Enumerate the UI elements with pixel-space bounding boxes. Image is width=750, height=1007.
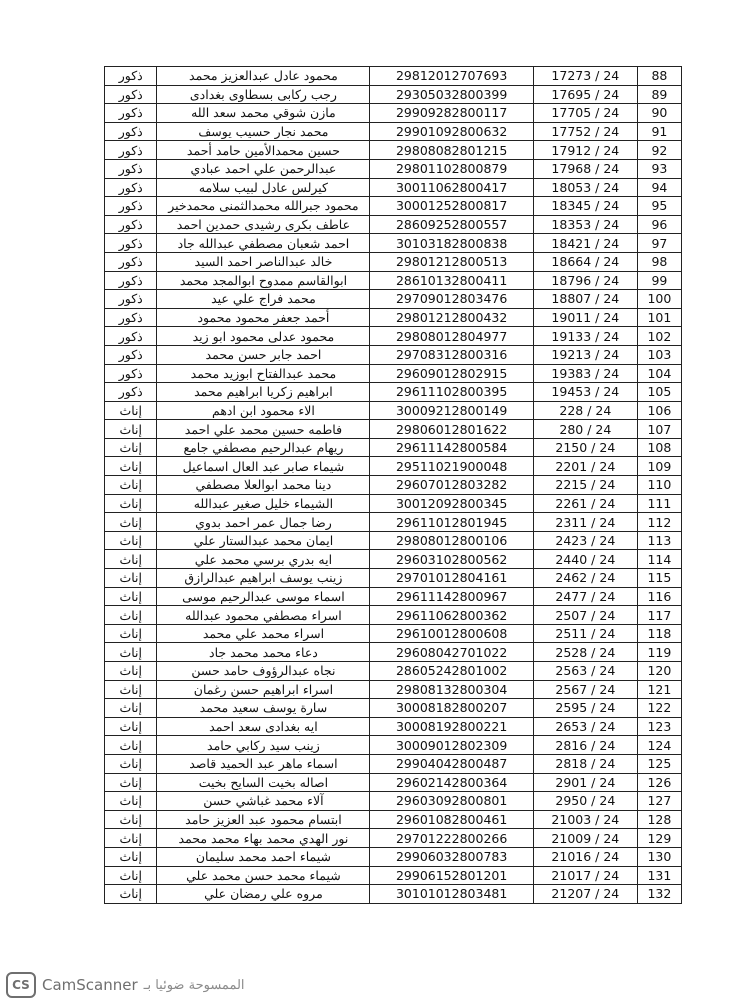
table-row	[105, 438, 682, 457]
national-id-cell: 29603102800562	[370, 550, 534, 569]
registration-cell: 24 / 19383	[533, 364, 637, 383]
national-id-cell: 29906032800783	[370, 847, 534, 866]
gender-cell: إناث	[105, 494, 157, 513]
row-number-cell: 90	[637, 104, 681, 123]
gender-cell: ذكور	[105, 122, 157, 141]
registration-cell: 24 / 2653	[533, 717, 637, 736]
gender-cell: إناث	[105, 624, 157, 643]
gender-cell: إناث	[105, 569, 157, 588]
gender-cell: إناث	[105, 792, 157, 811]
national-id-cell: 30012092800345	[370, 494, 534, 513]
gender-cell: إناث	[105, 476, 157, 495]
national-id-cell: 30001252800817	[370, 197, 534, 216]
gender-cell: إناث	[105, 810, 157, 829]
table-row	[105, 141, 682, 160]
gender-cell: إناث	[105, 885, 157, 904]
table-row	[105, 624, 682, 643]
table-row	[105, 178, 682, 197]
table-row	[105, 662, 682, 681]
registration-cell: 24 / 2816	[533, 736, 637, 755]
registration-cell: 24 / 228	[533, 401, 637, 420]
row-number-cell: 131	[637, 866, 681, 885]
student-name-cell: شيماء احمد محمد سليمان	[157, 847, 370, 866]
registration-cell: 24 / 2511	[533, 624, 637, 643]
row-number-cell: 132	[637, 885, 681, 904]
gender-cell: إناث	[105, 662, 157, 681]
national-id-cell: 29602142800364	[370, 773, 534, 792]
gender-cell: إناث	[105, 680, 157, 699]
student-name-cell: مروه علي رمضان علي	[157, 885, 370, 904]
row-number-cell: 118	[637, 624, 681, 643]
gender-cell: إناث	[105, 773, 157, 792]
gender-cell: ذكور	[105, 271, 157, 290]
registration-cell: 24 / 19453	[533, 383, 637, 402]
student-name-cell: شيماء صابر عبد العال اسماعيل	[157, 457, 370, 476]
gender-cell: ذكور	[105, 364, 157, 383]
student-name-cell: زينب سيد ركابي حامد	[157, 736, 370, 755]
national-id-cell: 29801212800513	[370, 252, 534, 271]
row-number-cell: 94	[637, 178, 681, 197]
student-name-cell: زينب يوسف ابراهيم عبدالرازق	[157, 569, 370, 588]
gender-cell: إناث	[105, 457, 157, 476]
student-name-cell: احمد شعبان مصطفي عبدالله جاد	[157, 234, 370, 253]
student-name-cell: أحمد جعفر محمود محمود	[157, 308, 370, 327]
registration-cell: 24 / 2215	[533, 476, 637, 495]
national-id-cell: 29511021900048	[370, 457, 534, 476]
student-name-cell: محمود جبرالله محمدالثمنى محمدخير	[157, 197, 370, 216]
student-name-cell: عاطف بكرى رشيدى حمدين احمد	[157, 215, 370, 234]
row-number-cell: 93	[637, 159, 681, 178]
table-row	[105, 494, 682, 513]
registration-cell: 24 / 18421	[533, 234, 637, 253]
row-number-cell: 110	[637, 476, 681, 495]
table-row	[105, 420, 682, 439]
registration-cell: 24 / 2567	[533, 680, 637, 699]
watermark-arabic-text: الممسوحة ضوئيا بـ	[143, 977, 245, 993]
national-id-cell: 30101012803481	[370, 885, 534, 904]
registration-cell: 24 / 19011	[533, 308, 637, 327]
row-number-cell: 127	[637, 792, 681, 811]
gender-cell: ذكور	[105, 345, 157, 364]
registration-cell: 24 / 21003	[533, 810, 637, 829]
student-name-cell: ريهام عبدالرحيم مصطفي جامع	[157, 438, 370, 457]
row-number-cell: 100	[637, 290, 681, 309]
gender-cell: إناث	[105, 643, 157, 662]
student-name-cell: دعاء محمد محمد جاد	[157, 643, 370, 662]
registration-cell: 24 / 2950	[533, 792, 637, 811]
registration-cell: 24 / 2477	[533, 587, 637, 606]
registration-cell: 24 / 18796	[533, 271, 637, 290]
records-table	[104, 66, 682, 904]
gender-cell: ذكور	[105, 178, 157, 197]
registration-cell: 24 / 2818	[533, 754, 637, 773]
gender-cell: ذكور	[105, 197, 157, 216]
table-row	[105, 847, 682, 866]
national-id-cell: 30009212800149	[370, 401, 534, 420]
table-row	[105, 754, 682, 773]
national-id-cell: 30009012802309	[370, 736, 534, 755]
national-id-cell: 29603092800801	[370, 792, 534, 811]
registration-cell: 24 / 21009	[533, 829, 637, 848]
registration-cell: 24 / 17695	[533, 85, 637, 104]
camscanner-watermark	[0, 972, 300, 998]
gender-cell: إناث	[105, 699, 157, 718]
student-name-cell: دينا محمد ابوالعلا مصطفي	[157, 476, 370, 495]
registration-cell: 24 / 21017	[533, 866, 637, 885]
table-row	[105, 122, 682, 141]
table-row	[105, 866, 682, 885]
gender-cell: إناث	[105, 866, 157, 885]
national-id-cell: 30011062800417	[370, 178, 534, 197]
gender-cell: ذكور	[105, 104, 157, 123]
national-id-cell: 29611062800362	[370, 606, 534, 625]
national-id-cell: 29808012804977	[370, 327, 534, 346]
row-number-cell: 108	[637, 438, 681, 457]
registration-cell: 24 / 2201	[533, 457, 637, 476]
student-name-cell: اسراء مصطفي محمود عبدالله	[157, 606, 370, 625]
national-id-cell: 29611012801945	[370, 513, 534, 532]
table-row	[105, 773, 682, 792]
student-name-cell: رجب ركابى بسطاوى بغدادى	[157, 85, 370, 104]
gender-cell: ذكور	[105, 252, 157, 271]
registration-cell: 24 / 2261	[533, 494, 637, 513]
registration-cell: 24 / 2528	[533, 643, 637, 662]
row-number-cell: 99	[637, 271, 681, 290]
student-name-cell: ايمان محمد عبدالستار علي	[157, 531, 370, 550]
row-number-cell: 95	[637, 197, 681, 216]
table-row	[105, 810, 682, 829]
registration-cell: 24 / 2563	[533, 662, 637, 681]
row-number-cell: 92	[637, 141, 681, 160]
watermark-brand: CamScanner	[42, 976, 138, 994]
registration-cell: 24 / 2150	[533, 438, 637, 457]
registration-cell: 24 / 18345	[533, 197, 637, 216]
national-id-cell: 29701012804161	[370, 569, 534, 588]
student-name-cell: حسين محمدالأمين حامد أحمد	[157, 141, 370, 160]
row-number-cell: 97	[637, 234, 681, 253]
national-id-cell: 29808132800304	[370, 680, 534, 699]
row-number-cell: 129	[637, 829, 681, 848]
table-row	[105, 829, 682, 848]
table-row	[105, 215, 682, 234]
student-name-cell: عبدالرحمن علي احمد عبادي	[157, 159, 370, 178]
national-id-cell: 29901092800632	[370, 122, 534, 141]
student-name-cell: محمد عبدالفتاح ابوزيد محمد	[157, 364, 370, 383]
student-name-cell: آلاء محمد غباشي حسن	[157, 792, 370, 811]
row-number-cell: 121	[637, 680, 681, 699]
gender-cell: إناث	[105, 420, 157, 439]
table-row	[105, 587, 682, 606]
student-name-cell: ايه بدري برسي محمد علي	[157, 550, 370, 569]
row-number-cell: 104	[637, 364, 681, 383]
student-name-cell: اسراء ابراهيم حسن رغمان	[157, 680, 370, 699]
gender-cell: إناث	[105, 513, 157, 532]
gender-cell: إناث	[105, 717, 157, 736]
national-id-cell: 29709012803476	[370, 290, 534, 309]
table-row	[105, 569, 682, 588]
student-name-cell: مازن شوقي محمد سعد الله	[157, 104, 370, 123]
registration-cell: 24 / 19213	[533, 345, 637, 364]
gender-cell: إناث	[105, 550, 157, 569]
row-number-cell: 125	[637, 754, 681, 773]
registration-cell: 24 / 2507	[533, 606, 637, 625]
national-id-cell: 28610132800411	[370, 271, 534, 290]
student-name-cell: كيرلس عادل لبيب سلامه	[157, 178, 370, 197]
national-id-cell: 29601082800461	[370, 810, 534, 829]
row-number-cell: 115	[637, 569, 681, 588]
row-number-cell: 120	[637, 662, 681, 681]
gender-cell: ذكور	[105, 327, 157, 346]
student-name-cell: ابتسام محمود عبد العزيز حامد	[157, 810, 370, 829]
gender-cell: إناث	[105, 736, 157, 755]
row-number-cell: 109	[637, 457, 681, 476]
national-id-cell: 29801102800879	[370, 159, 534, 178]
student-name-cell: رضا جمال عمر احمد بدوي	[157, 513, 370, 532]
row-number-cell: 112	[637, 513, 681, 532]
student-name-cell: ابراهيم زكريا ابراهيم محمد	[157, 383, 370, 402]
table-row	[105, 643, 682, 662]
student-name-cell: ابوالقاسم ممدوح ابوالمجد محمد	[157, 271, 370, 290]
national-id-cell: 29609012802915	[370, 364, 534, 383]
row-number-cell: 126	[637, 773, 681, 792]
registration-cell: 24 / 2311	[533, 513, 637, 532]
gender-cell: ذكور	[105, 215, 157, 234]
national-id-cell: 29708312800316	[370, 345, 534, 364]
student-name-cell: اسماء موسى عبدالرحيم موسى	[157, 587, 370, 606]
table-row	[105, 159, 682, 178]
gender-cell: إناث	[105, 531, 157, 550]
table-row	[105, 457, 682, 476]
student-name-cell: اسراء محمد علي محمد	[157, 624, 370, 643]
registration-cell: 24 / 18353	[533, 215, 637, 234]
registration-cell: 24 / 2423	[533, 531, 637, 550]
table-row	[105, 476, 682, 495]
student-name-cell: خالد عبدالناصر احمد السيد	[157, 252, 370, 271]
gender-cell: إناث	[105, 587, 157, 606]
student-name-cell: سارة يوسف سعيد محمد	[157, 699, 370, 718]
national-id-cell: 28605242801002	[370, 662, 534, 681]
national-id-cell: 29808012800106	[370, 531, 534, 550]
national-id-cell: 29806012801622	[370, 420, 534, 439]
national-id-cell: 29611142800967	[370, 587, 534, 606]
table-row	[105, 85, 682, 104]
gender-cell: إناث	[105, 606, 157, 625]
row-number-cell: 116	[637, 587, 681, 606]
national-id-cell: 29701222800266	[370, 829, 534, 848]
registration-cell: 24 / 280	[533, 420, 637, 439]
gender-cell: إناث	[105, 438, 157, 457]
records-table-body	[105, 67, 682, 904]
national-id-cell: 29904042800487	[370, 754, 534, 773]
table-row	[105, 383, 682, 402]
national-id-cell: 30008192800221	[370, 717, 534, 736]
student-name-cell: شيماء محمد حسن محمد علي	[157, 866, 370, 885]
student-name-cell: اصاله بخيت السايح بخيت	[157, 773, 370, 792]
registration-cell: 24 / 2462	[533, 569, 637, 588]
row-number-cell: 103	[637, 345, 681, 364]
gender-cell: إناث	[105, 754, 157, 773]
registration-cell: 24 / 2595	[533, 699, 637, 718]
national-id-cell: 29909282800117	[370, 104, 534, 123]
table-row	[105, 531, 682, 550]
national-id-cell: 29611102800395	[370, 383, 534, 402]
registration-cell: 24 / 18053	[533, 178, 637, 197]
national-id-cell: 29607012803282	[370, 476, 534, 495]
row-number-cell: 122	[637, 699, 681, 718]
registration-cell: 24 / 2901	[533, 773, 637, 792]
gender-cell: ذكور	[105, 141, 157, 160]
row-number-cell: 106	[637, 401, 681, 420]
gender-cell: إناث	[105, 401, 157, 420]
table-row	[105, 401, 682, 420]
registration-cell: 24 / 21207	[533, 885, 637, 904]
table-row	[105, 308, 682, 327]
row-number-cell: 102	[637, 327, 681, 346]
registration-cell: 24 / 18807	[533, 290, 637, 309]
gender-cell: ذكور	[105, 159, 157, 178]
row-number-cell: 101	[637, 308, 681, 327]
national-id-cell: 30008182800207	[370, 699, 534, 718]
row-number-cell: 98	[637, 252, 681, 271]
row-number-cell: 96	[637, 215, 681, 234]
student-name-cell: اسماء ماهر عبد الحميد قاصد	[157, 754, 370, 773]
table-row	[105, 197, 682, 216]
registration-cell: 24 / 17273	[533, 67, 637, 86]
table-row	[105, 271, 682, 290]
table-row	[105, 699, 682, 718]
student-name-cell: الشيماء خليل صغير عبدالله	[157, 494, 370, 513]
row-number-cell: 130	[637, 847, 681, 866]
table-row	[105, 290, 682, 309]
row-number-cell: 128	[637, 810, 681, 829]
table-row	[105, 513, 682, 532]
student-name-cell: احمد جابر حسن محمد	[157, 345, 370, 364]
row-number-cell: 124	[637, 736, 681, 755]
row-number-cell: 89	[637, 85, 681, 104]
registration-cell: 24 / 17968	[533, 159, 637, 178]
national-id-cell: 29611142800584	[370, 438, 534, 457]
row-number-cell: 123	[637, 717, 681, 736]
national-id-cell: 28609252800557	[370, 215, 534, 234]
national-id-cell: 30103182800838	[370, 234, 534, 253]
table-row	[105, 67, 682, 86]
table-row	[105, 234, 682, 253]
registration-cell: 24 / 17705	[533, 104, 637, 123]
gender-cell: إناث	[105, 829, 157, 848]
table-row	[105, 104, 682, 123]
national-id-cell: 29812012707693	[370, 67, 534, 86]
table-row	[105, 364, 682, 383]
gender-cell: ذكور	[105, 290, 157, 309]
table-row	[105, 717, 682, 736]
registration-cell: 24 / 17912	[533, 141, 637, 160]
registration-cell: 24 / 18664	[533, 252, 637, 271]
registration-cell: 24 / 21016	[533, 847, 637, 866]
student-name-cell: الاء محمود ابن ادهم	[157, 401, 370, 420]
camscanner-logo: CS	[6, 972, 36, 998]
student-name-cell: نجاه عبدالرؤوف حامد حسن	[157, 662, 370, 681]
national-id-cell: 29801212800432	[370, 308, 534, 327]
national-id-cell: 29608042701022	[370, 643, 534, 662]
student-name-cell: فاطمه حسين محمد علي احمد	[157, 420, 370, 439]
row-number-cell: 113	[637, 531, 681, 550]
row-number-cell: 107	[637, 420, 681, 439]
row-number-cell: 119	[637, 643, 681, 662]
gender-cell: ذكور	[105, 383, 157, 402]
gender-cell: ذكور	[105, 308, 157, 327]
registration-cell: 24 / 2440	[533, 550, 637, 569]
student-name-cell: محمود عادل عبدالعزيز محمد	[157, 67, 370, 86]
row-number-cell: 105	[637, 383, 681, 402]
registration-cell: 24 / 17752	[533, 122, 637, 141]
national-id-cell: 29808082801215	[370, 141, 534, 160]
table-row	[105, 550, 682, 569]
student-name-cell: محمد فراج علي عيد	[157, 290, 370, 309]
table-row	[105, 680, 682, 699]
student-name-cell: محمد نجار حسيب يوسف	[157, 122, 370, 141]
gender-cell: ذكور	[105, 85, 157, 104]
table-row	[105, 885, 682, 904]
table-row	[105, 327, 682, 346]
table-row	[105, 792, 682, 811]
gender-cell: ذكور	[105, 234, 157, 253]
table-row	[105, 736, 682, 755]
row-number-cell: 114	[637, 550, 681, 569]
student-name-cell: محمود عدلى محمود ابو زيد	[157, 327, 370, 346]
gender-cell: ذكور	[105, 67, 157, 86]
row-number-cell: 111	[637, 494, 681, 513]
student-name-cell: ايه بغدادى سعد احمد	[157, 717, 370, 736]
row-number-cell: 88	[637, 67, 681, 86]
registration-cell: 24 / 19133	[533, 327, 637, 346]
national-id-cell: 29305032800399	[370, 85, 534, 104]
row-number-cell: 91	[637, 122, 681, 141]
national-id-cell: 29906152801201	[370, 866, 534, 885]
table-row	[105, 252, 682, 271]
gender-cell: إناث	[105, 847, 157, 866]
student-name-cell: نور الهدي محمد بهاء محمد محمد	[157, 829, 370, 848]
table-row	[105, 345, 682, 364]
national-id-cell: 29610012800608	[370, 624, 534, 643]
table-row	[105, 606, 682, 625]
row-number-cell: 117	[637, 606, 681, 625]
